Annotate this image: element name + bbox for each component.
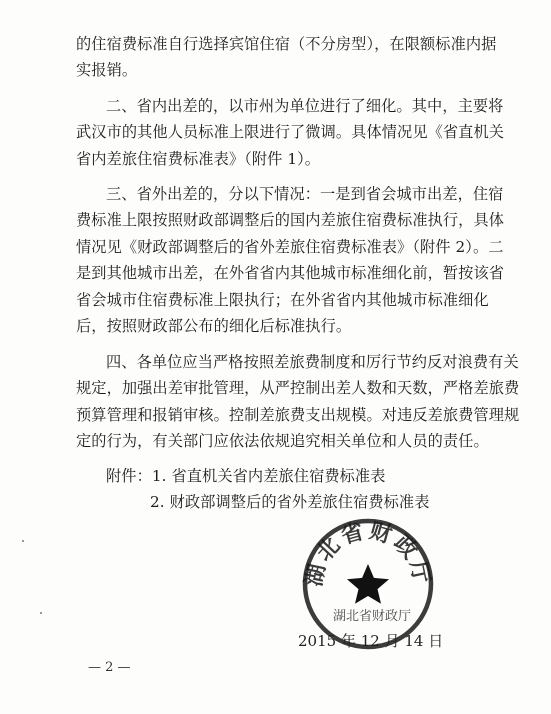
body-line-2: 实报销。 [76,61,138,79]
seal-star-icon [347,564,389,604]
svg-text:湖北省财政厅: 湖北省财政厅 [300,517,436,589]
scan-speck [22,540,24,542]
body-line-8: 情况见《财政部调整后的省外差旅住宿费标准表》（附件 2）。二 [76,238,504,256]
scan-speck [40,612,42,614]
body-line-12: 四、各单位应当严格按照差旅费制度和厉行节约反对浪费有关 [106,353,519,371]
body-line-15: 定的行为，有关部门应依法依规追究相关单位和人员的责任。 [76,432,489,450]
body-line-6: 三、省外出差的，分以下情况：一是到省会城市出差，住宿 [106,185,504,203]
issue-date: 2015 年 12 月 14 日 [298,632,444,650]
body-line-13: 规定，加强出差审批管理，从严控制出差人数和天数，严格差旅费 [76,379,520,397]
body-line-1: 的住宿费标准自行选择宾馆住宿（不分房型），在限额标准内据 [76,35,497,53]
body-line-14: 预算管理和报销审核。控制差旅费支出规模。对违反差旅费管理规 [76,406,520,424]
body-line-3: 二、省内出差的，以市州为单位进行了细化。其中，主要将 [106,97,504,115]
body-line-11: 后，按照财政部公布的细化后标准执行。 [76,317,352,335]
body-line-5: 省内差旅住宿费标准表》（附件 1）。 [76,150,321,168]
page-number: — 2 — [88,660,131,675]
body-line-9: 是到其他城市出差，在外省省内其他城市标准细化前，暂按该省 [76,264,505,282]
attachment-line-1: 附件：1. 省直机关省内差旅住宿费标准表 [106,467,386,485]
svg-text:湖北省财政厅: 湖北省财政厅 [332,609,412,624]
body-line-10: 省会城市住宿费标准上限执行；在外省省内其他城市标准细化 [76,291,489,309]
body-line-7: 费标准上限按照财政部调整后的国内差旅住宿费标准执行，具体 [76,211,505,229]
attachment-line-2: 2. 财政部调整后的省外差旅住宿费标准表 [150,493,430,511]
body-line-4: 武汉市的其他人员标准上限进行了微调。具体情况见《省直机关 [76,123,505,141]
